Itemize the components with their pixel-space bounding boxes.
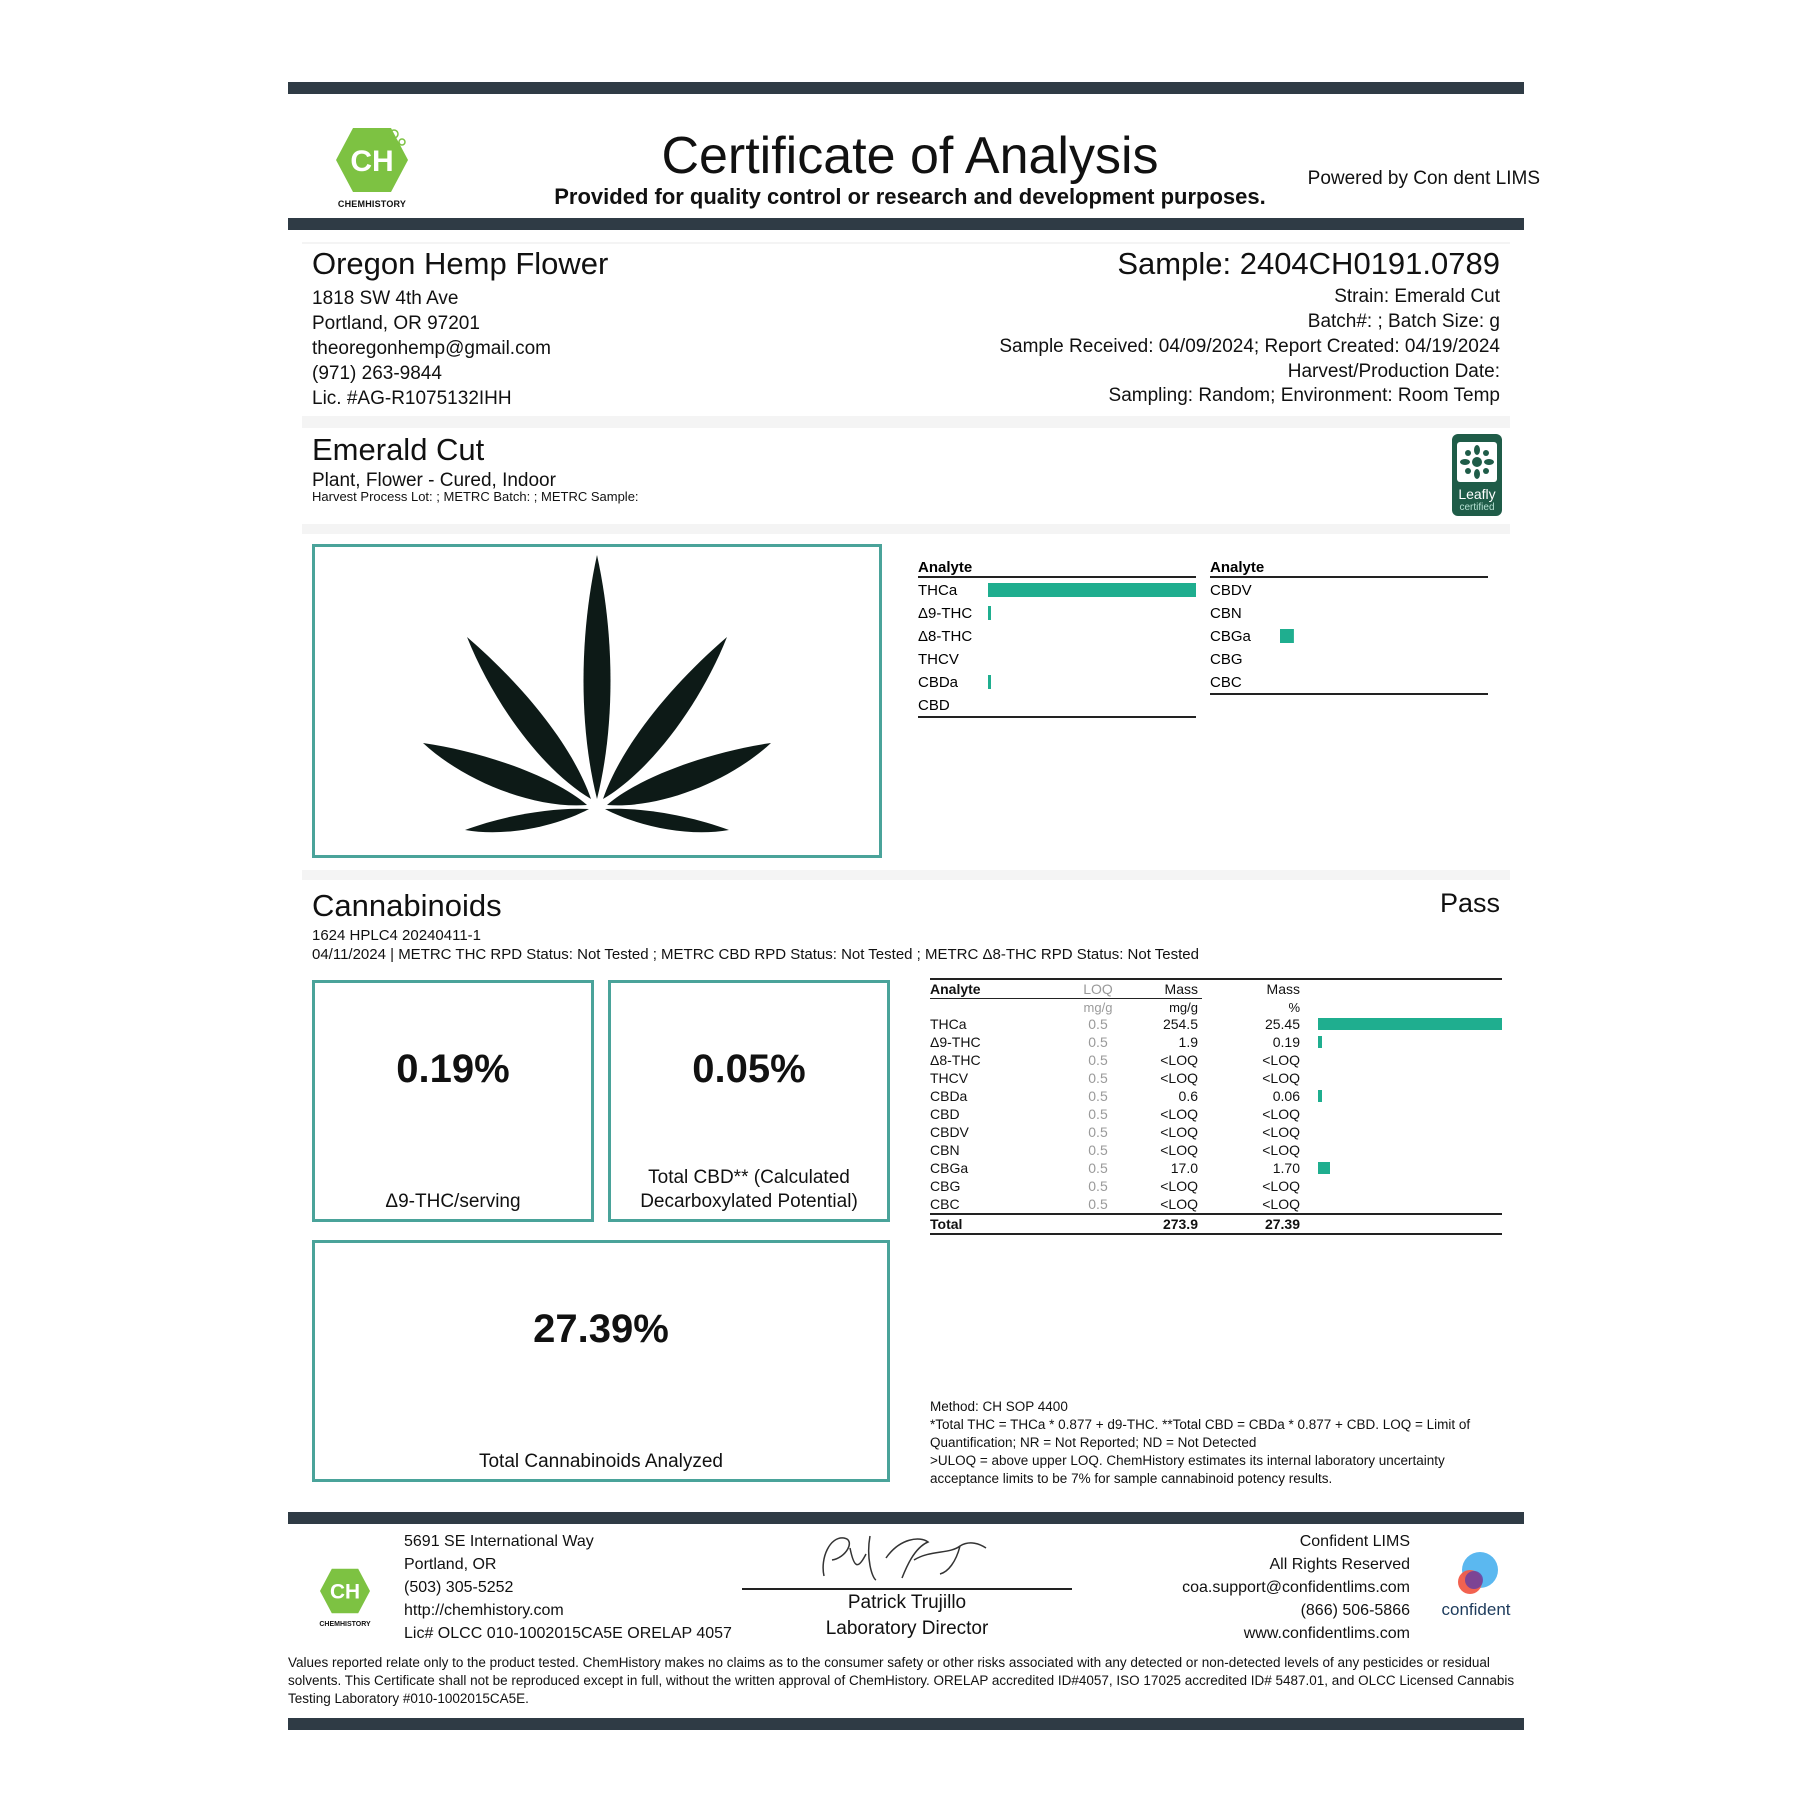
leafly-certified: certified: [1459, 502, 1495, 513]
summary-analyte-label: THCV: [918, 651, 959, 668]
total-pct: 27.39: [1264, 1216, 1300, 1232]
analyte-cell: CBDV: [930, 1124, 969, 1140]
total-cannabinoids-value: 27.39%: [533, 1307, 669, 1351]
cannabinoids-title: Cannabinoids: [312, 888, 502, 923]
unit-loq: mg/g: [1083, 1000, 1113, 1015]
lab-line: (503) 305-5252: [404, 1579, 514, 1596]
logo-caption: CHEMHISTORY: [337, 199, 407, 209]
confident-logo: [1436, 1550, 1516, 1620]
col-analyte: Analyte: [930, 981, 981, 997]
summary-analyte-label: THCa: [918, 582, 958, 599]
sample-batch: Batch#: ; Batch Size: g: [1307, 311, 1500, 332]
instrument-id: 1624 HPLC4 20240411-1: [312, 927, 482, 944]
lab-line: Portland, OR: [404, 1556, 497, 1573]
mass-mg-cell: 254.5: [1162, 1016, 1198, 1032]
rpd-status: 04/11/2024 | METRC THC RPD Status: Not Tested ; METRC CBD RPD Status: Not Tested ; METRC Δ8-THC RPD Status: Not Tested: [312, 946, 1199, 963]
mass-mg-cell: <LOQ: [1160, 1052, 1198, 1068]
col-loq: LOQ: [1083, 981, 1113, 997]
summary-analyte-label: Δ9-THC: [918, 605, 973, 622]
mass-mg-cell: <LOQ: [1160, 1178, 1198, 1194]
footer-logo-caption: CHEMHISTORY: [319, 1621, 371, 1628]
loq-cell: 0.5: [1088, 1106, 1108, 1122]
mass-pct-cell: <LOQ: [1262, 1178, 1300, 1194]
signer-title: Laboratory Director: [825, 1618, 989, 1639]
method-line: acceptance limits to be 7% for sample cannabinoid potency results.: [930, 1471, 1333, 1486]
lims-line: [1100, 1576, 1410, 1599]
results-body: [930, 1015, 1502, 1213]
bottom-rule: [288, 1718, 1524, 1730]
client-phone: (971) 263-9844: [312, 363, 442, 384]
signature: [810, 1528, 1000, 1588]
table-row: [930, 1051, 1502, 1069]
summary-header: Analyte: [1210, 559, 1265, 576]
leafly-badge: [1452, 434, 1502, 516]
loq-cell: 0.5: [1088, 1196, 1108, 1212]
hexagon-logo-icon: [318, 1566, 372, 1616]
mass-mg-cell: <LOQ: [1160, 1070, 1198, 1086]
table-row: [930, 1087, 1502, 1105]
method-line: Method: CH SOP 4400: [930, 1399, 1068, 1414]
loq-cell: 0.5: [1088, 1070, 1108, 1086]
total-mg: 273.9: [1162, 1216, 1198, 1232]
loq-cell: 0.5: [1088, 1124, 1108, 1140]
summary-bar: [988, 606, 991, 620]
mass-mg-cell: <LOQ: [1160, 1124, 1198, 1140]
total-cbd-label-2: Decarboxylated Potential): [640, 1191, 858, 1212]
pass-status: Pass: [1439, 888, 1500, 918]
col-mass-mg: Mass: [1164, 981, 1198, 997]
lims-line: [1100, 1622, 1410, 1645]
mass-mg-cell: <LOQ: [1160, 1106, 1198, 1122]
product-lots: Harvest Process Lot: ; METRC Batch: ; METRC Sample:: [312, 489, 639, 504]
results-units-row: [930, 999, 1502, 1015]
analyte-cell: CBGa: [930, 1160, 969, 1176]
sample-strain: Strain: Emerald Cut: [1334, 286, 1500, 307]
table-row: [930, 1069, 1502, 1087]
mass-mg-cell: 1.9: [1178, 1034, 1198, 1050]
summary-bar: [1280, 629, 1294, 643]
mass-mg-cell: <LOQ: [1160, 1196, 1198, 1212]
top-rule: [288, 82, 1524, 94]
logo-text: CH: [350, 145, 394, 178]
summary-analyte-label: CBDa: [918, 674, 959, 691]
summary-analyte-label: CBN: [1210, 605, 1242, 622]
analyte-cell: CBN: [930, 1142, 960, 1158]
sample-id: Sample: 2404CH0191.0789: [1117, 246, 1500, 281]
mass-mg-cell: 17.0: [1170, 1160, 1198, 1176]
lims-line: (866) 506-5866: [1300, 1602, 1410, 1619]
client-address2: Portland, OR 97201: [312, 313, 480, 334]
product-name: Emerald Cut: [312, 432, 485, 467]
total-cbd-label-1: Total CBD** (Calculated: [648, 1167, 850, 1188]
summary-bar: [988, 675, 991, 689]
summary-analyte-label: CBG: [1210, 651, 1243, 668]
mass-pct-cell: 0.19: [1272, 1034, 1300, 1050]
total-cannabinoids-label: Total Cannabinoids Analyzed: [478, 1451, 723, 1472]
loq-cell: 0.5: [1088, 1142, 1108, 1158]
mass-pct-cell: 25.45: [1264, 1016, 1300, 1032]
summary-analyte-label: CBC: [1210, 674, 1242, 691]
footer-chemhistory-logo: [318, 1566, 372, 1626]
loq-cell: 0.5: [1088, 1178, 1108, 1194]
sample-sampling: Sampling: Random; Environment: Room Temp: [1108, 385, 1500, 406]
lab-address: [404, 1530, 732, 1645]
mass-mg-cell: 0.6: [1178, 1088, 1198, 1104]
results-total-row: [930, 1215, 1502, 1233]
lims-line: All Rights Reserved: [1269, 1556, 1410, 1573]
method-line: >ULOQ = above upper LOQ. ChemHistory estimates its internal laboratory uncertainty: [930, 1453, 1445, 1468]
lab-line: [404, 1599, 732, 1622]
table-row: [930, 1195, 1502, 1213]
page-subtitle: Provided for quality control or research and development purposes.: [554, 184, 1266, 209]
mass-pct-cell: <LOQ: [1262, 1052, 1300, 1068]
hexagon-logo-icon: [334, 124, 410, 196]
method-line: Quantification; NR = Not Reported; ND = Not Detected: [930, 1435, 1257, 1450]
result-bar: [1318, 1090, 1322, 1102]
mass-pct-cell: <LOQ: [1262, 1196, 1300, 1212]
loq-cell: 0.5: [1088, 1088, 1108, 1104]
thc-serving-box: [312, 980, 594, 1222]
result-bar: [1318, 1018, 1502, 1030]
table-row: [930, 1159, 1502, 1177]
footer-rule: [288, 1512, 1524, 1524]
result-bar: [1318, 1036, 1322, 1048]
method-notes: [930, 1398, 1502, 1488]
chemhistory-logo: [334, 124, 410, 209]
summary-analyte-label: CBGa: [1210, 628, 1251, 645]
loq-cell: 0.5: [1088, 1016, 1108, 1032]
client-license: Lic. #AG-R1075132IHH: [312, 388, 512, 409]
thc-serving-value: 0.19%: [396, 1047, 510, 1091]
table-row: [930, 1123, 1502, 1141]
unit-mass-pct: %: [1288, 1000, 1300, 1015]
lims-line: Confident LIMS: [1299, 1533, 1410, 1550]
summary-analyte-label: CBDV: [1210, 582, 1252, 599]
leafly-flower-icon: [1452, 438, 1502, 488]
total-cannabinoids-box: [312, 1240, 890, 1482]
mass-mg-cell: <LOQ: [1160, 1142, 1198, 1158]
method-line: *Total THC = THCa * 0.877 + d9-THC. **Total CBD = CBDa * 0.877 + CBD. LOQ = Limit of: [930, 1417, 1471, 1432]
analyte-cell: CBD: [930, 1106, 960, 1122]
lab-line: 5691 SE International Way: [404, 1533, 594, 1550]
product-type: Plant, Flower - Cured, Indoor: [312, 470, 556, 491]
signer-name: Patrick Trujillo: [847, 1592, 967, 1613]
analyte-cell: Δ9-THC: [930, 1034, 981, 1050]
disclaimer: Values reported relate only to the product tested. ChemHistory makes no claims as to the consumer safety or other risks associated with any detected or non-detected levels of any pesticides or residual solvents. This Certificate shall not be reproduced except in full, without the written approval of ChemHistory. ORELAP accredited ID#4057, ISO 17025 accredited ID# 5487.01, and OLCC Licensed Cannabis Testing Laboratory #010-1002015CA5E.: [288, 1655, 1515, 1706]
loq-cell: 0.5: [1088, 1052, 1108, 1068]
lims-email-link[interactable]: coa.support@confidentlims.com: [1182, 1579, 1410, 1596]
unit-mass-mg: mg/g: [1169, 1000, 1198, 1015]
table-row: [930, 1177, 1502, 1195]
analyte-cell: CBC: [930, 1196, 960, 1212]
sample-dates: Sample Received: 04/09/2024; Report Created: 04/19/2024: [999, 336, 1500, 357]
total-cbd-value: 0.05%: [692, 1047, 806, 1091]
cannabis-leaf-icon: [315, 547, 879, 855]
mass-pct-cell: <LOQ: [1262, 1124, 1300, 1140]
results-header-row: [930, 980, 1502, 998]
mass-pct-cell: <LOQ: [1262, 1142, 1300, 1158]
logo-text: CH: [329, 1580, 361, 1604]
mass-pct-cell: 1.70: [1272, 1160, 1300, 1176]
thc-serving-label: Δ9-THC/serving: [385, 1191, 521, 1212]
mass-pct-cell: 0.06: [1272, 1088, 1300, 1104]
client-email: theoregonhemp@gmail.com: [312, 338, 551, 359]
analyte-cell: CBG: [930, 1178, 961, 1194]
summary-header: Analyte: [918, 559, 973, 576]
col-mass-pct: Mass: [1266, 981, 1300, 997]
lab-website-link[interactable]: http://chemhistory.com: [404, 1602, 564, 1619]
analyte-cell: Δ8-THC: [930, 1052, 981, 1068]
sample-harvest: Harvest/Production Date:: [1287, 361, 1500, 382]
product-image-frame: [312, 544, 882, 858]
lab-line: Lic# OLCC 010-1002015CA5E ORELAP 4057: [404, 1625, 732, 1642]
total-label: Total: [930, 1216, 963, 1232]
mass-pct-cell: <LOQ: [1262, 1106, 1300, 1122]
client-address1: 1818 SW 4th Ave: [312, 288, 459, 309]
analyte-cell: THCV: [930, 1070, 969, 1086]
lims-website-link[interactable]: www.confidentlims.com: [1243, 1625, 1410, 1642]
page-title: Certificate of Analysis: [661, 127, 1159, 185]
table-row: [930, 1141, 1502, 1159]
confident-wordmark: confident: [1441, 1600, 1511, 1619]
summary-analyte-label: CBD: [918, 697, 950, 714]
table-row: [930, 1015, 1502, 1033]
summary-bar-chart: [910, 556, 1500, 726]
total-cbd-box: [608, 980, 890, 1222]
header-rule: [288, 218, 1524, 230]
mass-pct-cell: <LOQ: [1262, 1070, 1300, 1086]
analyte-cell: THCa: [930, 1016, 967, 1032]
results-table: [930, 978, 1502, 1235]
lims-info: [1100, 1530, 1410, 1645]
leafly-label: Leafly: [1458, 486, 1496, 502]
table-row: [930, 1033, 1502, 1051]
table-row: [930, 1105, 1502, 1123]
summary-analyte-label: Δ8-THC: [918, 628, 973, 645]
powered-by: Powered by Con dent LIMS: [1307, 168, 1540, 189]
loq-cell: 0.5: [1088, 1034, 1108, 1050]
summary-bar: [988, 583, 1196, 597]
signature-line: [742, 1588, 1072, 1590]
loq-cell: 0.5: [1088, 1160, 1108, 1176]
confident-circles-icon: [1446, 1550, 1506, 1598]
result-bar: [1318, 1162, 1330, 1174]
client-name: Oregon Hemp Flower: [312, 246, 609, 281]
analyte-cell: CBDa: [930, 1088, 968, 1104]
